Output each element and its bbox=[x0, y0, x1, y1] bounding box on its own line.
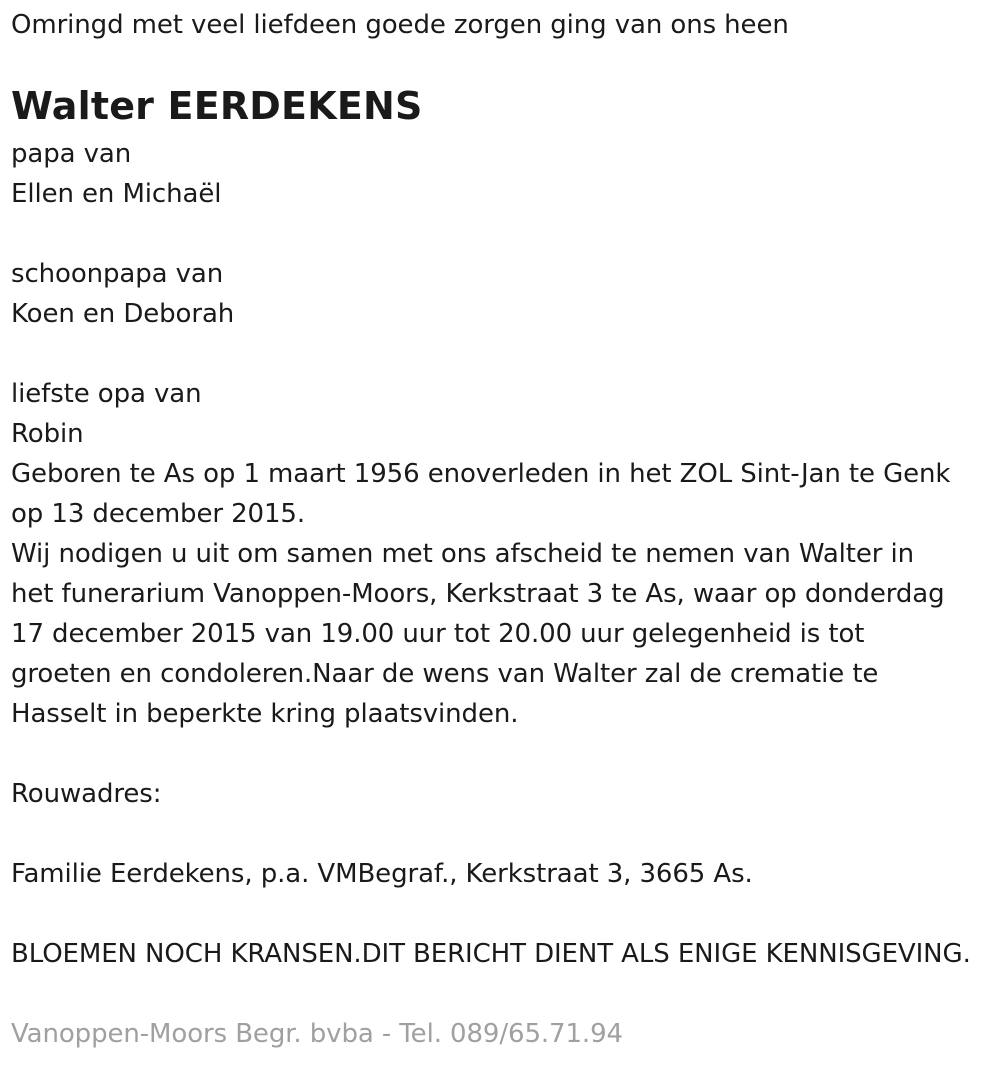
notice-body bbox=[11, 454, 950, 734]
footer-block bbox=[11, 1014, 623, 1054]
mourning-address-label: Rouwadres: bbox=[11, 779, 162, 809]
relation-names: Koen en Deborah bbox=[11, 299, 235, 329]
body-line: Wij nodigen u uit om samen met ons afscheid te nemen van Walter in bbox=[11, 539, 915, 569]
relation-role: papa van bbox=[11, 139, 132, 169]
relation-names: Robin bbox=[11, 419, 84, 449]
relation-role: liefste opa van bbox=[11, 379, 202, 409]
relation-role: schoonpapa van bbox=[11, 259, 224, 289]
closing-notice: BLOEMEN NOCH KRANSEN.DIT BERICHT DIENT ALS ENIGE KENNISGEVING. bbox=[11, 939, 971, 969]
relation-papa bbox=[11, 134, 221, 214]
relation-names: Ellen en Michaël bbox=[11, 179, 222, 209]
body-line: op 13 december 2015. bbox=[11, 499, 306, 529]
intro-text: Omringd met veel liefdeen goede zorgen ging van ons heen bbox=[11, 10, 789, 40]
body-line: Geboren te As op 1 maart 1956 enoverleden in het ZOL Sint-Jan te Genk bbox=[11, 459, 951, 489]
relation-opa bbox=[11, 374, 202, 454]
relation-schoonpapa bbox=[11, 254, 234, 334]
body-line: 17 december 2015 van 19.00 uur tot 20.00 uur gelegenheid is tot bbox=[11, 619, 865, 649]
body-line: Hasselt in beperkte kring plaatsvinden. bbox=[11, 699, 519, 729]
funeral-home-footer: Vanoppen-Moors Begr. bvba - Tel. 089/65.71.94 bbox=[11, 1019, 623, 1049]
mourning-address-label-block bbox=[11, 774, 161, 814]
closing-notice-block bbox=[11, 934, 971, 974]
deceased-name: Walter EERDEKENS bbox=[11, 84, 423, 128]
mourning-address: Familie Eerdekens, p.a. VMBegraf., Kerkstraat 3, 3665 As. bbox=[11, 859, 753, 889]
body-line: het funerarium Vanoppen-Moors, Kerkstraat 3 te As, waar op donderdag bbox=[11, 579, 945, 609]
mourning-address-block bbox=[11, 854, 753, 894]
body-line: groeten en condoleren.Naar de wens van Walter zal de crematie te bbox=[11, 659, 879, 689]
